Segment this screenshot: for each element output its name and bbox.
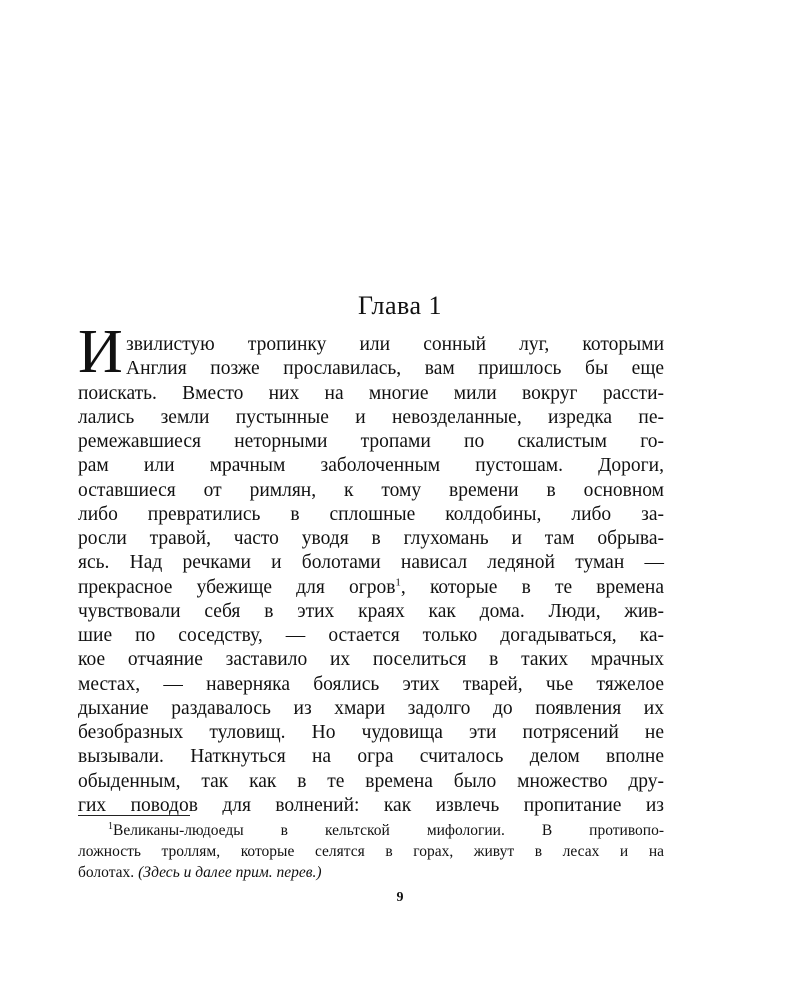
text-line: Англия позже прославилась, вам пришлось бы еще: [126, 358, 664, 380]
footnote-reference: 1: [395, 576, 401, 588]
text-line: звилистую тропинку или сонный луг, которыми: [126, 334, 664, 355]
text-line: вызывали. Наткнуться на огра считалось делом вполне: [78, 746, 664, 768]
footnote-line: ложность троллям, которые селятся в горах, живут в лесах и на: [78, 843, 664, 860]
chapter-body-text: [78, 333, 664, 818]
text-line: гих поводов для волнений: как извлечь пропитание из: [78, 794, 664, 816]
text-line: росли травой, часто уводя в глухомань и там обрыва-: [78, 528, 664, 549]
text-line: ремежавшиеся неторными тропами по скалистым го-: [78, 431, 664, 452]
footnote-line: [78, 862, 664, 883]
text-line: обыденным, так как в те времена было множество дру-: [78, 770, 664, 792]
text-line-with-footnote: [78, 576, 664, 600]
chapter-title: Глава 1: [357, 291, 443, 320]
text-line: безобразных туловищ. Но чудовища эти потрясений не: [78, 722, 664, 743]
page-number: 9: [396, 890, 404, 905]
footnote-translator-note: (Здесь и далее прим. перев.): [138, 864, 322, 881]
text-line: либо превратились в сплошные колдобины, либо за-: [78, 503, 664, 525]
footnote: [78, 820, 664, 883]
text-line-part: прекрасное убежище для огров: [78, 576, 396, 598]
text-line: дыхание раздавалось из хмари задолго до появления их: [78, 697, 664, 719]
drop-cap-letter: И: [78, 318, 123, 386]
footnote-number: 1: [108, 820, 113, 832]
text-line-part: , которые в те времена: [400, 576, 664, 598]
text-line: лались земли пустынные и невозделанные, изредка пе-: [78, 406, 664, 428]
text-line: поискать. Вместо них на многие мили вокруг рассти-: [78, 382, 664, 404]
footnote-line: [78, 820, 664, 841]
text-line: оставшиеся от римлян, к тому времени в основном: [78, 479, 664, 501]
text-line: шие по соседству, — остается только догадываться, ка-: [78, 625, 664, 646]
footnote-text: болотах.: [78, 864, 139, 881]
text-line: кое отчаяние заставило их поселиться в таких мрачных: [78, 649, 664, 671]
text-line: местах, — наверняка боялись этих тварей, чье тяжелое: [78, 673, 664, 695]
footnote-divider: [78, 815, 190, 816]
footnote-text: Великаны-людоеды в кельтской мифологии. В противопо-: [113, 822, 664, 839]
text-line: чувствовали себя в этих краях как дома. Люди, жив-: [78, 600, 664, 622]
text-line: рам или мрачным заболоченным пустошам. Дороги,: [78, 455, 664, 477]
text-line: ясь. Над речками и болотами нависал ледяной туман —: [78, 552, 664, 574]
